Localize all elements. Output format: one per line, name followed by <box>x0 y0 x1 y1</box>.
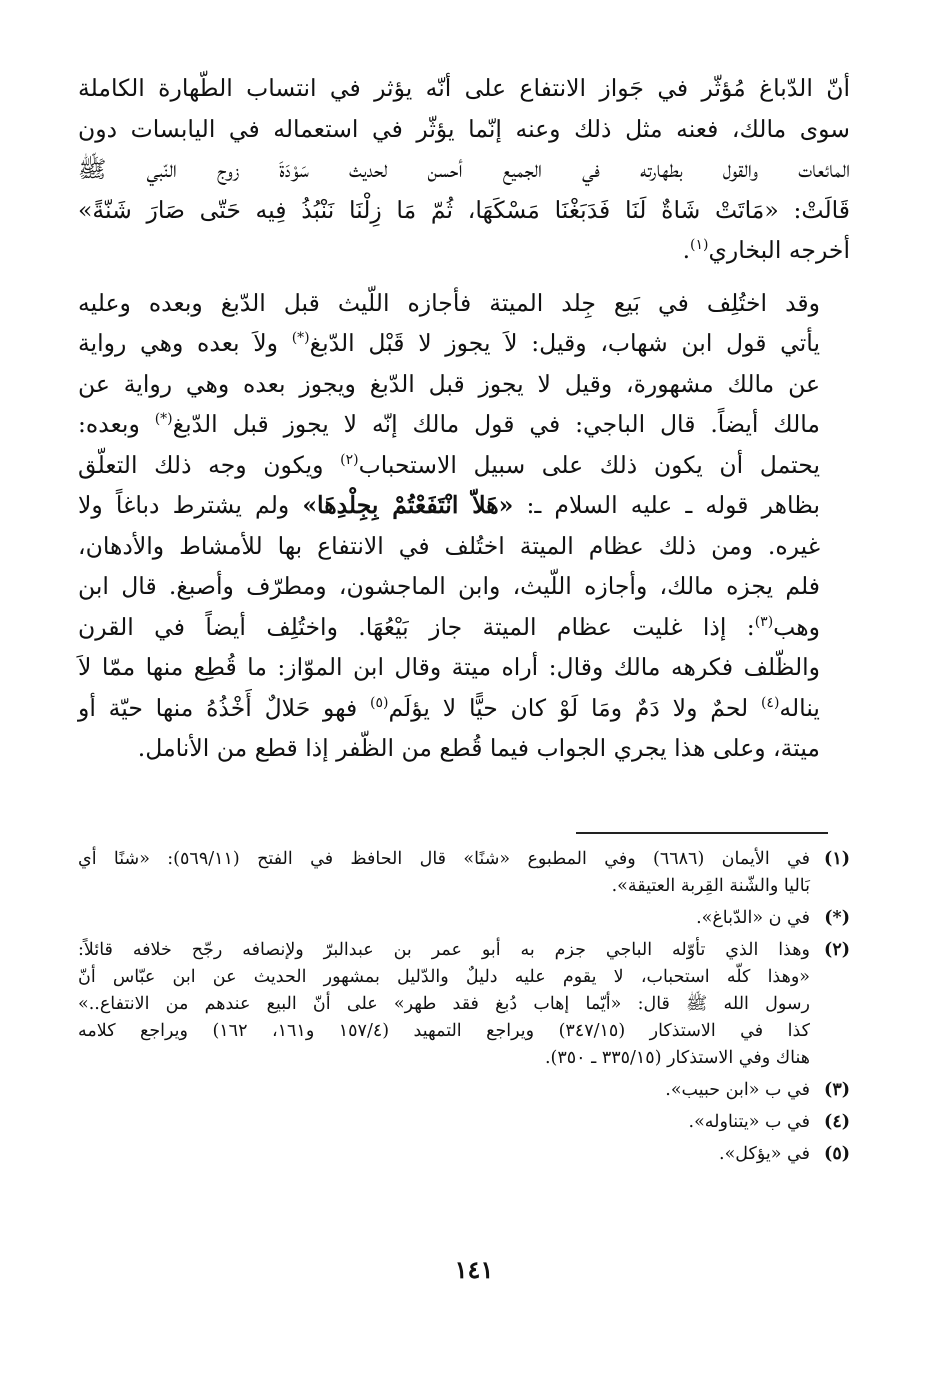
footnote-line: «وهذا كلّه استحباب، لا يقوم عليه دليلٌ والدّليل بمشهور الحديث عن ابن عبّاس أنّ <box>78 967 810 987</box>
text-line: غيره. ومن ذلك عظام الميتة اختُلف في الانتفاع بها للأمشاط والأدهان، <box>78 531 820 560</box>
text-line <box>78 323 850 364</box>
text-fragment: يحتمل أن يكون ذلك على سبيل الاستحباب <box>358 450 820 479</box>
footnote-line: في الأيمان (٦٦٨٦) وفي المطبوع «شنًا» قال الحافظ في الفتح (٥٦٩/١١): «شنًا أي <box>78 849 811 869</box>
footnote-4 <box>78 1109 850 1136</box>
text-fragment: . <box>682 236 691 264</box>
footnote-5 <box>78 1141 850 1168</box>
footnote-ref[interactable]: (٢) <box>340 451 359 468</box>
footnote-mark: (٤) <box>824 1112 850 1132</box>
text-fragment: ولاَ بعده وهي رواية <box>78 329 292 357</box>
text-fragment: بظاهر قوله ـ عليه السلام ـ: <box>513 491 820 519</box>
footnote-mark: (١) <box>824 849 850 869</box>
footnote-body <box>78 1077 810 1104</box>
text-fragment: وهب <box>773 612 820 641</box>
text-fragment: ويكون وجه ذلك التعلّق <box>78 450 341 479</box>
text-line <box>78 485 850 526</box>
text-line <box>78 445 850 486</box>
footnote-star <box>78 905 850 932</box>
footnote-line: في ب «يتناوله». <box>688 1112 810 1132</box>
footnote-ref[interactable]: (*) <box>291 330 310 347</box>
footnote-mark: (٢) <box>824 940 850 960</box>
body-text <box>78 68 850 769</box>
footnote-ref[interactable]: (٤) <box>760 694 780 711</box>
footnote-line: هناك وفي الاستذكار (٣٣٥/١٥ ـ ٣٥٠). <box>544 1048 810 1068</box>
footnote-3 <box>78 1077 850 1104</box>
text-line: أنّ الدّباغ مُؤثّر في جَواز الانتفاع على أنّه يؤثر في انتساب الطّهارة الكاملة <box>78 74 850 102</box>
footnote-ref[interactable]: (*) <box>154 411 173 428</box>
paragraph-2 <box>78 283 850 769</box>
text-line: سوى مالك، فعنه مثل ذلك وعنه إنّما يؤثّر في استعماله في اليابسات دون <box>78 114 850 143</box>
footnote-body <box>78 905 810 932</box>
footnotes <box>78 846 850 1173</box>
text-fragment: لحمٌ ولا دَمٌ ومَا لَوْ كان حيًّا لا يؤلَم <box>388 693 761 722</box>
footnote-mark: (٣) <box>824 1080 850 1100</box>
text-fragment: أخرجه البخاري <box>708 236 850 264</box>
hadith-quote: «هَلاّ انْتَفَعْتُمْ بِجِلْدِهَا» <box>302 491 514 519</box>
text-line: المائعات والقول بطهارته في الجميع أحسن لحديث سَوْدَةَ زوج النّبي ﷺ <box>78 155 850 183</box>
footnote-line: وهذا الذي تأوّله الباجي جزم به أبو عمر بن عبدالبرّ ولإنصافه رجّح خلافه قائلاً: <box>78 940 810 960</box>
footnote-body <box>78 1141 810 1168</box>
text-line <box>78 607 850 648</box>
footnote-body <box>78 846 810 900</box>
footnote-mark: (*) <box>824 908 850 928</box>
text-line <box>78 230 850 271</box>
footnote-line: في ن «الدّباغ». <box>696 908 810 928</box>
footnote-line: كذا في الاستذكار (٣٤٧/١٥) ويراجع التمهيد (١٥٧/٤ و١٦١، ١٦٢) ويراجع كلامه <box>78 1021 810 1041</box>
text-line: والظّلف فكرهه مالك وقال: أراه ميتة وقال ابن الموّاز: ما قُطِع منها ممّا لاَ <box>78 653 820 681</box>
footnote-ref[interactable]: (١) <box>690 237 709 254</box>
page-number: ١٤١ <box>454 1255 494 1284</box>
footnote-line: رسول الله ﷺ قال: «أيّما إهاب دُبغ فقد طهر» على أنّ البيع عندهم من الانتفاع..» <box>78 994 810 1014</box>
text-line <box>78 688 850 729</box>
text-line: وقد اختُلِف في بَيع جِلد الميتة فأجازه اللّيث قبل الدّبغ وبعده وعليه <box>78 288 820 317</box>
footnote-line: بَاليا والشّنة القِربة العتيقة». <box>611 876 810 896</box>
text-fragment: يناله <box>779 693 820 722</box>
footnote-separator <box>576 832 828 834</box>
text-fragment: مالك أيضاً. قال الباجي: في قول مالك إنّه لا يجوز قبل الدّبغ <box>172 410 820 438</box>
main-text-block <box>78 68 850 769</box>
text-line: فلم يجزه مالك، وأجازه اللّيث، وابن الماجشون، ومطرّف وأصبغ. قال ابن <box>78 572 820 600</box>
text-fragment: : إذا غليت عظام الميتة جاز بَيْعُهَا. واختُلِف أيضاً في القرن <box>78 612 755 641</box>
footnote-line: في ب «ابن حبيب». <box>665 1080 810 1100</box>
footnote-2 <box>78 937 850 1072</box>
footnote-body <box>78 937 810 1072</box>
footnote-ref[interactable]: (٣) <box>754 613 774 630</box>
footnote-line: في «يؤكل». <box>719 1144 810 1164</box>
text-line: ميتة، وعلى هذا يجري الجواب فيما قُطع من الظّفر إذا قطع من الأنامل. <box>137 734 820 762</box>
text-fragment: فهو حَلالٌ أَخْذُهُ منها حيّة أو <box>78 693 371 722</box>
footnote-mark: (٥) <box>824 1144 850 1164</box>
footnote-ref[interactable]: (٥) <box>370 694 389 711</box>
footnote-body <box>78 1109 810 1136</box>
text-line <box>78 404 850 445</box>
paragraph-1 <box>78 68 850 271</box>
text-line: قَالَتْ: «مَاتَتْ شَاةٌ لَنَا فَدَبَغْنَا مَسْكَهَا، ثُمّ مَا زِلْنَا نَنْبُذُ فِيه حَتّى صَارَ شَنّةً» <box>78 195 850 224</box>
text-line: عن مالك مشهورة، وقيل لا يجوز قبل الدّبغ ويجوز بعده وهي رواية عن <box>78 369 820 398</box>
text-fragment: وبعده: <box>78 410 155 438</box>
text-fragment: يأتي قول ابن شهاب، وقيل: لاَ يجوز لا قَبْل الدّبغ <box>309 329 820 357</box>
footnote-1 <box>78 846 850 900</box>
text-fragment: ولم يشترط دباغاً ولا <box>78 491 303 519</box>
